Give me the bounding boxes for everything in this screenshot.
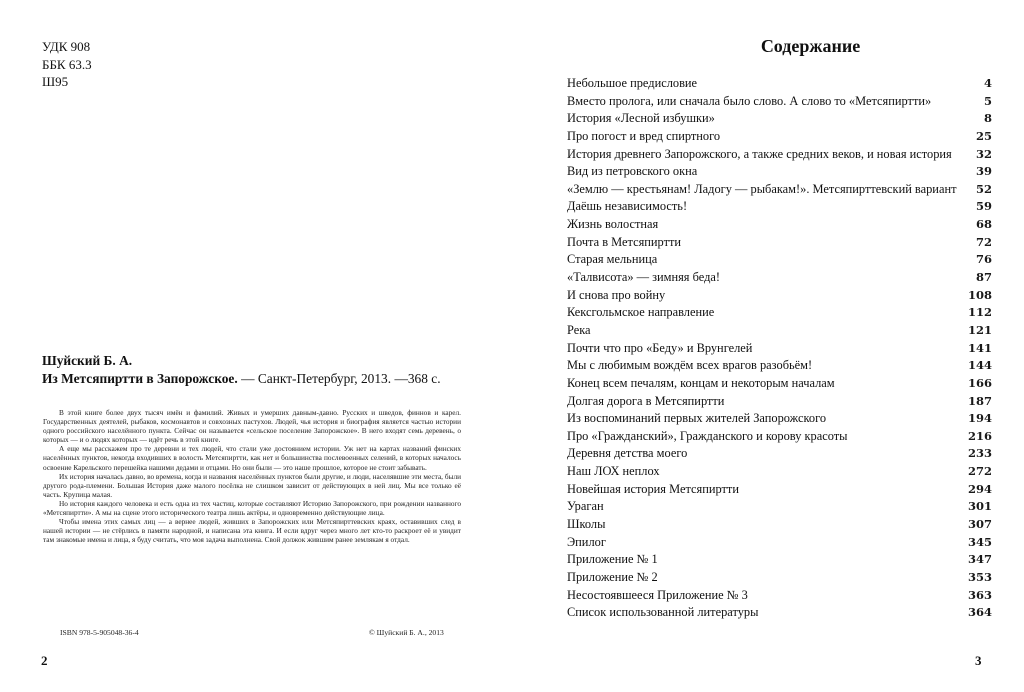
table-of-contents: [567, 75, 992, 622]
toc-entry[interactable]: [567, 234, 992, 252]
toc-entry-page: 32: [975, 146, 992, 161]
book-author: Шуйский Б. А.: [42, 353, 133, 368]
toc-entry-title: Список использованной литературы: [567, 605, 759, 620]
toc-entry-page: 363: [967, 587, 992, 602]
toc-entry-title: Небольшое предисловие: [567, 76, 698, 90]
page-number-left: 2: [41, 653, 48, 668]
toc-entry-page: 112: [967, 305, 992, 320]
toc-entry-page: 87: [975, 270, 992, 285]
toc-entry-page: 353: [967, 569, 992, 584]
toc-entry[interactable]: [567, 110, 992, 128]
toc-entry[interactable]: [567, 534, 992, 552]
toc-entry[interactable]: [567, 604, 992, 622]
toc-entry[interactable]: [567, 181, 992, 199]
udk-code: УДК 908: [42, 39, 91, 54]
toc-entry-page: 307: [967, 517, 992, 532]
toc-entry[interactable]: [567, 357, 992, 375]
toc-entry-page: 59: [975, 199, 992, 214]
author-mark: Ш95: [42, 74, 69, 89]
abstract-paragraph: В этой книге более двух тысяч имён и фамилий. Живых и умерших давным-давно. Русских и шведов, финнов и карел. Государственных деятелей, рыбаков, космонавтов и совхозных пастухов. Людей, чья история и биография является частью истории одного российского населённого пункта. Сейчас он называется «сельское поселение Запорожское». В него входят семь деревень, о которых — и о людях которых — идёт речь в этой книге.: [43, 408, 461, 445]
toc-entry-title: Ураган: [567, 499, 604, 514]
toc-entry-title: Даёшь независимость!: [567, 199, 688, 214]
classification-codes: [42, 38, 92, 91]
toc-entry[interactable]: [567, 393, 992, 411]
toc-entry-title: «Талвисота» — зимняя беда!: [567, 270, 721, 285]
toc-entry-title: «Землю — крестьянам! Ладогу — рыбакам!». Метсяпирттевский вариант: [567, 181, 957, 196]
toc-entry-page: 216: [967, 428, 992, 443]
toc-entry[interactable]: [567, 463, 992, 481]
toc-entry-page: 272: [967, 464, 992, 479]
toc-entry-page: 52: [975, 181, 992, 196]
toc-entry-page: 72: [975, 234, 992, 249]
page-number-right: 3: [975, 653, 982, 668]
toc-entry-title: Вид из петровского окна: [567, 164, 698, 179]
abstract-paragraph: Их история началась давно, во времена, когда и названия населённых пунктов были другие, и люди, населявшие эти места, были другого рода-племени. Большая История даже малого посёлка не слишком зависит от действующих в ней лиц. Мы все только её часть. Крупица малая.: [43, 471, 461, 499]
toc-entry-title: Про «Гражданский», Гражданского и корову красоты: [567, 428, 848, 443]
toc-entry[interactable]: [567, 322, 992, 340]
toc-entry-title: Про погост и вред спиртного: [567, 128, 721, 143]
toc-entry-page: 121: [967, 322, 992, 337]
toc-entry[interactable]: [567, 216, 992, 234]
toc-entry-title: Конец всем печалям, концам и некоторым началам: [567, 375, 835, 390]
toc-entry[interactable]: [567, 569, 992, 587]
toc-entry-page: 76: [975, 252, 992, 267]
toc-entry-title: Приложение № 2: [567, 569, 658, 584]
book-title: Из Метсяпиртти в Запорожское.: [42, 371, 238, 386]
toc-entry-title: Деревня детства моего: [567, 446, 688, 461]
toc-entry-title: Наш ЛОХ неплох: [567, 464, 660, 479]
toc-entry-title: История древнего Запорожского, а также средних веков, и новая история: [567, 146, 952, 161]
toc-entry[interactable]: [567, 551, 992, 569]
copyright: © Шуйский Б. А., 2013: [369, 628, 444, 637]
toc-entry[interactable]: [567, 340, 992, 358]
toc-entry-title: Долгая дорога в Метсяпиртти: [567, 393, 725, 408]
toc-entry-title: Приложение № 1: [567, 552, 658, 567]
toc-entry[interactable]: [567, 251, 992, 269]
toc-entry-title: История «Лесной избушки»: [567, 111, 715, 126]
toc-entry[interactable]: [567, 269, 992, 287]
toc-entry[interactable]: [567, 198, 992, 216]
toc-entry-title: Эпилог: [567, 534, 606, 549]
toc-entry-page: 364: [967, 605, 992, 620]
toc-entry[interactable]: [567, 304, 992, 322]
toc-entry-page: 233: [967, 446, 992, 461]
toc-entry[interactable]: [567, 481, 992, 499]
toc-entry-title: Жизнь волостная: [567, 217, 659, 232]
toc-entry-title: Школы: [567, 517, 606, 532]
toc-entry[interactable]: [567, 128, 992, 146]
toc-entry-page: 8: [983, 111, 992, 126]
toc-entry-title: Несостоявшееся Приложение № 3: [567, 587, 748, 602]
bbk-code: ББК 63.3: [42, 56, 92, 72]
toc-entry-page: 301: [967, 499, 992, 514]
abstract-paragraph: А еще мы расскажем про те деревни и тех людей, что стали уже достоянием истории. Уж нет на картах названий финских населённых пунктов, некогда входивших в волость Метсяпиртти, как нет и большинства послевоенных селений, в которых началось освоение Карельского перешейка нашими дедами и отцами. Но они были — это наше прошлое, которое не стоит забывать.: [43, 444, 461, 472]
toc-entry-page: 39: [975, 164, 992, 179]
toc-entry-title: Новейшая история Метсяпиртти: [567, 481, 739, 496]
toc-entry-title: Река: [567, 322, 591, 337]
abstract-paragraph: Но история каждого человека и есть одна из тех частиц, которые составляют Историю Запорожского, при рождении названного «Метсяпиртти». А мы на сцене этого исторического театра лишь актёры, и одновременно действующие лица.: [43, 498, 461, 518]
toc-entry-page: 141: [967, 340, 992, 355]
toc-entry-page: 294: [967, 481, 992, 496]
publication-info: — Санкт-Петербург, 2013. —368 с.: [237, 371, 441, 386]
toc-entry-title: Из воспоминаний первых жителей Запорожского: [567, 411, 827, 426]
toc-entry[interactable]: [567, 163, 992, 181]
toc-entry[interactable]: [567, 287, 992, 305]
toc-entry[interactable]: [567, 375, 992, 393]
toc-entry-page: 194: [967, 411, 992, 426]
toc-entry[interactable]: [567, 93, 992, 111]
book-title-line: [42, 370, 441, 388]
bibliographic-record: [42, 352, 441, 388]
toc-heading: Содержание: [760, 36, 861, 56]
toc-entry-page: 347: [967, 552, 992, 567]
book-abstract: [43, 408, 461, 544]
toc-entry-page: 108: [967, 287, 992, 302]
toc-entry-page: 345: [967, 534, 992, 549]
isbn: ISBN 978-5-905048-36-4: [60, 628, 139, 637]
toc-entry-title: Почти что про «Беду» и Врунгелей: [567, 340, 753, 355]
toc-entry-title: Вместо пролога, или сначала было слово. А слово то «Метсяпиртти»: [567, 93, 932, 108]
toc-entry-page: 4: [983, 76, 992, 90]
toc-entry-page: 68: [975, 217, 992, 232]
toc-entry-title: Почта в Метсяпиртти: [567, 234, 682, 249]
toc-entry-page: 5: [983, 93, 992, 108]
toc-entry-title: Кексгольмское направление: [567, 305, 715, 320]
toc-entry[interactable]: [567, 445, 992, 463]
toc-entry[interactable]: [567, 146, 992, 164]
toc-entry[interactable]: [567, 516, 992, 534]
toc-entry[interactable]: [567, 498, 992, 516]
toc-entry-page: 187: [967, 393, 992, 408]
toc-entry-page: 25: [975, 128, 992, 143]
toc-entry[interactable]: [567, 75, 992, 93]
toc-entry-title: Мы с любимым вождём всех врагов разобьём!: [567, 358, 813, 373]
toc-entry[interactable]: [567, 410, 992, 428]
toc-entry-title: И снова про войну: [567, 287, 666, 302]
right-page: [512, 0, 1024, 692]
toc-entry[interactable]: [567, 587, 992, 605]
toc-entry-page: 166: [967, 375, 992, 390]
toc-entry-title: Старая мельница: [567, 252, 658, 267]
toc-entry-page: 144: [967, 358, 992, 373]
toc-entry[interactable]: [567, 428, 992, 446]
abstract-paragraph: Чтобы имена этих самых лиц — а вернее людей, живших в Запорожских или Метсяпирттевских краях, оставивших след в нашей истории — не стёрлись в памяти народной, и написана эта книга. И если вдруг через много лет кто-то раскроет её и увидит там знакомые имена и лица, я буду считать, что моя задача выполнена. Свой должок жившим ранее землякам я отдал.: [43, 517, 461, 545]
